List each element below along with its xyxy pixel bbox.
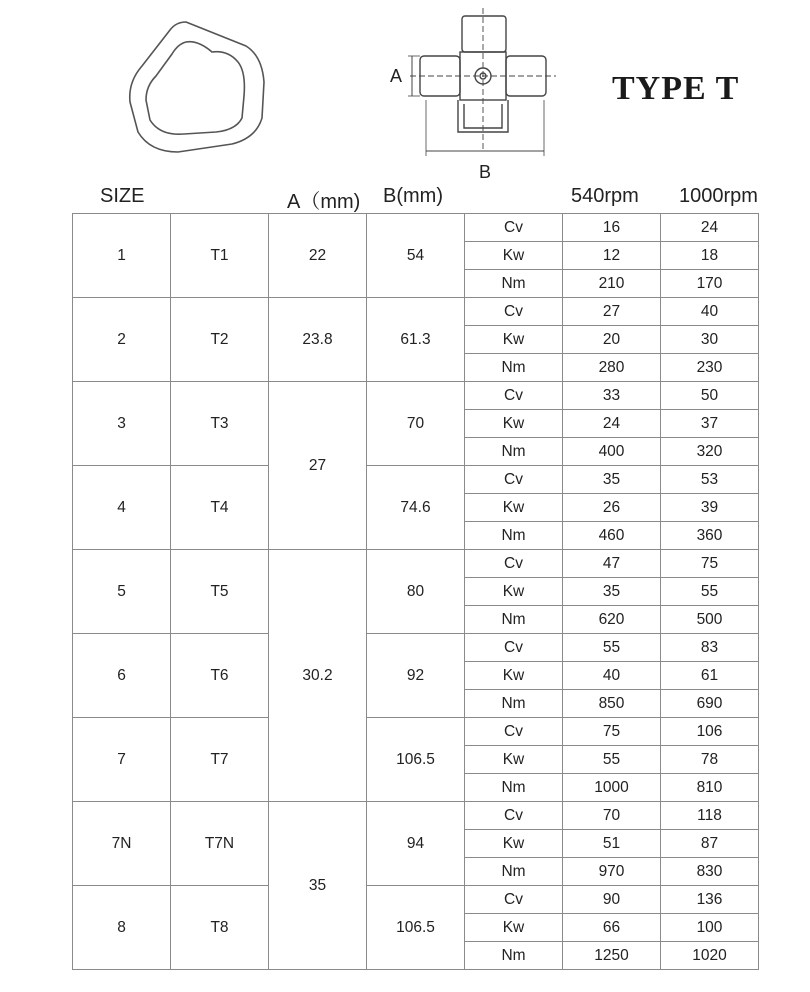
value-1000rpm-cell: 360 (661, 522, 759, 550)
table-row (73, 298, 759, 326)
value-1000rpm-cell: 55 (661, 578, 759, 606)
b-dimension-cell: 54 (367, 214, 465, 298)
value-540rpm-cell: 16 (563, 214, 661, 242)
b-dimension-cell: 92 (367, 634, 465, 718)
b-dimension-cell: 61.3 (367, 298, 465, 382)
column-header-540rpm: 540rpm (571, 185, 639, 207)
type-title: TYPE T (612, 70, 740, 107)
unit-cell: Nm (465, 942, 563, 970)
universal-joint-cross-icon (408, 8, 556, 156)
b-dimension-cell: 106.5 (367, 886, 465, 970)
size-cell: 3 (73, 382, 171, 466)
value-1000rpm-cell: 87 (661, 830, 759, 858)
value-1000rpm-cell: 40 (661, 298, 759, 326)
table-row (73, 802, 759, 830)
b-dimension-cell: 74.6 (367, 466, 465, 550)
column-header-1000rpm: 1000rpm (679, 185, 758, 207)
value-540rpm-cell: 70 (563, 802, 661, 830)
unit-cell: Kw (465, 914, 563, 942)
unit-cell: Kw (465, 410, 563, 438)
value-540rpm-cell: 26 (563, 494, 661, 522)
value-540rpm-cell: 47 (563, 550, 661, 578)
table-row (73, 634, 759, 662)
value-1000rpm-cell: 106 (661, 718, 759, 746)
value-540rpm-cell: 1000 (563, 774, 661, 802)
unit-cell: Nm (465, 774, 563, 802)
unit-cell: Nm (465, 606, 563, 634)
unit-cell: Nm (465, 690, 563, 718)
spec-table-body (73, 214, 759, 970)
unit-cell: Cv (465, 382, 563, 410)
unit-cell: Kw (465, 830, 563, 858)
unit-cell: Nm (465, 858, 563, 886)
type-cell: T7 (171, 718, 269, 802)
value-1000rpm-cell: 810 (661, 774, 759, 802)
value-540rpm-cell: 75 (563, 718, 661, 746)
column-header-a: A（mm) (287, 191, 361, 213)
column-header-size: SIZE (100, 185, 145, 207)
unit-cell: Nm (465, 354, 563, 382)
value-540rpm-cell: 850 (563, 690, 661, 718)
unit-cell: Nm (465, 522, 563, 550)
value-540rpm-cell: 35 (563, 578, 661, 606)
unit-cell: Cv (465, 214, 563, 242)
value-1000rpm-cell: 30 (661, 326, 759, 354)
value-1000rpm-cell: 61 (661, 662, 759, 690)
table-row (73, 550, 759, 578)
unit-cell: Kw (465, 662, 563, 690)
size-cell: 1 (73, 214, 171, 298)
unit-cell: Cv (465, 634, 563, 662)
value-540rpm-cell: 12 (563, 242, 661, 270)
value-540rpm-cell: 40 (563, 662, 661, 690)
value-1000rpm-cell: 690 (661, 690, 759, 718)
value-540rpm-cell: 66 (563, 914, 661, 942)
value-1000rpm-cell: 37 (661, 410, 759, 438)
a-dimension-cell: 23.8 (269, 298, 367, 382)
value-540rpm-cell: 400 (563, 438, 661, 466)
value-1000rpm-cell: 830 (661, 858, 759, 886)
type-cell: T7N (171, 802, 269, 886)
size-cell: 7 (73, 718, 171, 802)
value-1000rpm-cell: 24 (661, 214, 759, 242)
value-540rpm-cell: 90 (563, 886, 661, 914)
column-header-b: B(mm) (383, 185, 443, 207)
value-1000rpm-cell: 50 (661, 382, 759, 410)
unit-cell: Cv (465, 298, 563, 326)
table-row (73, 886, 759, 914)
value-1000rpm-cell: 118 (661, 802, 759, 830)
value-540rpm-cell: 51 (563, 830, 661, 858)
b-dimension-cell: 94 (367, 802, 465, 886)
type-cell: T8 (171, 886, 269, 970)
value-540rpm-cell: 970 (563, 858, 661, 886)
unit-cell: Cv (465, 802, 563, 830)
value-1000rpm-cell: 230 (661, 354, 759, 382)
size-cell: 2 (73, 298, 171, 382)
unit-cell: Nm (465, 270, 563, 298)
value-540rpm-cell: 620 (563, 606, 661, 634)
table-row (73, 382, 759, 410)
size-cell: 4 (73, 466, 171, 550)
value-540rpm-cell: 24 (563, 410, 661, 438)
value-1000rpm-cell: 100 (661, 914, 759, 942)
value-1000rpm-cell: 170 (661, 270, 759, 298)
b-dimension-cell: 80 (367, 550, 465, 634)
value-540rpm-cell: 280 (563, 354, 661, 382)
value-1000rpm-cell: 1020 (661, 942, 759, 970)
unit-cell: Kw (465, 494, 563, 522)
type-cell: T1 (171, 214, 269, 298)
size-cell: 6 (73, 634, 171, 718)
size-cell: 5 (73, 550, 171, 634)
table-row (73, 214, 759, 242)
spec-table (72, 213, 759, 970)
table-row (73, 466, 759, 494)
value-540rpm-cell: 210 (563, 270, 661, 298)
dimension-label-a: A (390, 66, 403, 86)
unit-cell: Cv (465, 466, 563, 494)
unit-cell: Kw (465, 242, 563, 270)
value-540rpm-cell: 460 (563, 522, 661, 550)
value-1000rpm-cell: 53 (661, 466, 759, 494)
table-row (73, 718, 759, 746)
unit-cell: Kw (465, 326, 563, 354)
a-dimension-cell: 30.2 (269, 550, 367, 802)
value-540rpm-cell: 33 (563, 382, 661, 410)
unit-cell: Cv (465, 718, 563, 746)
value-540rpm-cell: 27 (563, 298, 661, 326)
unit-cell: Kw (465, 746, 563, 774)
value-540rpm-cell: 35 (563, 466, 661, 494)
unit-cell: Cv (465, 550, 563, 578)
value-540rpm-cell: 1250 (563, 942, 661, 970)
a-dimension-cell: 35 (269, 802, 367, 970)
b-dimension-cell: 70 (367, 382, 465, 466)
b-dimension-cell: 106.5 (367, 718, 465, 802)
unit-cell: Nm (465, 438, 563, 466)
value-540rpm-cell: 55 (563, 746, 661, 774)
type-cell: T5 (171, 550, 269, 634)
type-cell: T2 (171, 298, 269, 382)
value-540rpm-cell: 20 (563, 326, 661, 354)
a-dimension-cell: 22 (269, 214, 367, 298)
value-1000rpm-cell: 83 (661, 634, 759, 662)
unit-cell: Cv (465, 886, 563, 914)
triangular-tube-profile-icon (130, 22, 264, 152)
size-cell: 8 (73, 886, 171, 970)
value-1000rpm-cell: 320 (661, 438, 759, 466)
value-1000rpm-cell: 500 (661, 606, 759, 634)
type-cell: T6 (171, 634, 269, 718)
value-1000rpm-cell: 136 (661, 886, 759, 914)
dimension-label-b: B (479, 162, 492, 182)
size-cell: 7N (73, 802, 171, 886)
value-540rpm-cell: 55 (563, 634, 661, 662)
unit-cell: Kw (465, 578, 563, 606)
type-cell: T3 (171, 382, 269, 466)
value-1000rpm-cell: 39 (661, 494, 759, 522)
value-1000rpm-cell: 78 (661, 746, 759, 774)
value-1000rpm-cell: 18 (661, 242, 759, 270)
value-1000rpm-cell: 75 (661, 550, 759, 578)
a-dimension-cell: 27 (269, 382, 367, 550)
type-cell: T4 (171, 466, 269, 550)
